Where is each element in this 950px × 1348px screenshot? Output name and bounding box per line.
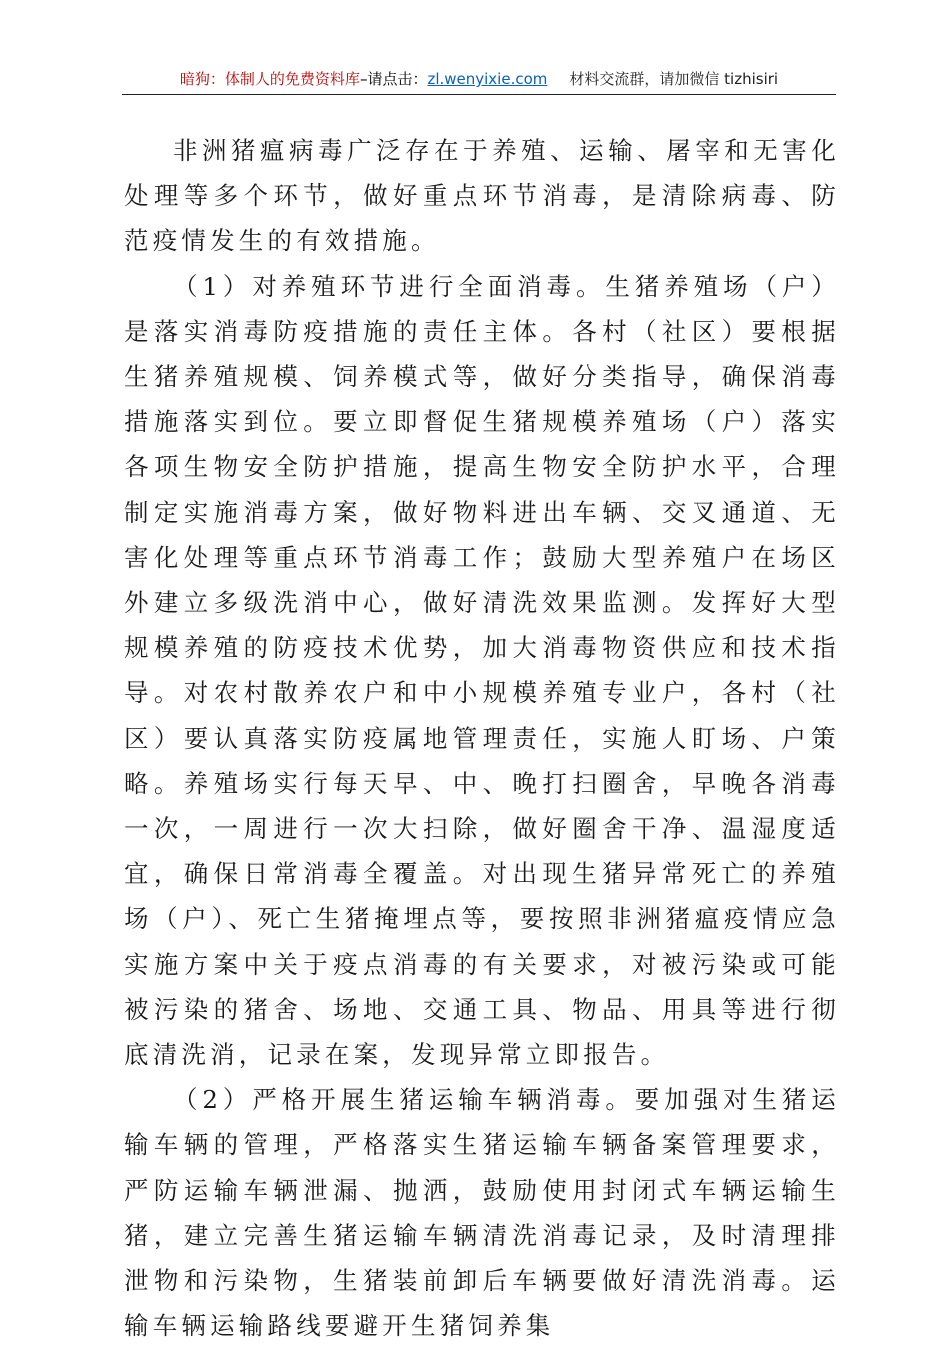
header-brand: 暗狗：体制人的免费资料库 bbox=[179, 70, 360, 88]
paragraph-vehicle-disinfection: （2）严格开展生猪运输车辆消毒。要加强对生猪运输车辆的管理，严格落实生猪运输车辆备案管理要求，严防运输车辆泄漏、抛洒，鼓励使用封闭式车辆运输生猪，建立完善生猪运输车辆清洗消毒记录，及时清理排泄物和污染物，生猪装前卸后车辆要做好清洗消毒。运输车辆运输路线要避开生猪饲养集 bbox=[124, 1085, 840, 1341]
header-prompt: –请点击： bbox=[359, 70, 428, 88]
header-wechat-note: 材料交流群，请加微信 tizhisiri bbox=[569, 70, 779, 88]
paragraph-intro: 非洲猪瘟病毒广泛存在于养殖、运输、屠宰和无害化处理等多个环节，做好重点环节消毒，是清除病毒、防范疫情发生的有效措施。 bbox=[124, 136, 840, 256]
document-body bbox=[124, 128, 840, 1348]
paragraph-farming-disinfection: （1）对养殖环节进行全面消毒。生猪养殖场（户）是落实消毒防疫措施的责任主体。各村（社区）要根据生猪养殖规模、饲养模式等，做好分类指导，确保消毒措施落实到位。要立即督促生猪规模养殖场（户）落实各项生物安全防护措施，提高生物安全防护水平，合理制定实施消毒方案，做好物料进出车辆、交叉通道、无害化处理等重点环节消毒工作；鼓励大型养殖户在场区外建立多级洗消中心，做好清洗效果监测。发挥好大型规模养殖的防疫技术优势，加大消毒物资供应和技术指导。对农村散养农户和中小规模养殖专业户，各村（社区）要认真落实防疫属地管理责任，实施人盯场、户策略。养殖场实行每天早、中、晚打扫圈舍，早晚各消毒一次，一周进行一次大扫除，做好圈舍干净、温湿度适宜，确保日常消毒全覆盖。对出现生猪异常死亡的养殖场（户）、死亡生猪掩埋点等，要按照非洲猪瘟疫情应急实施方案中关于疫点消毒的有关要求，对被污染或可能被污染的猪舍、场地、交通工具、物品、用具等进行彻底清洗消，记录在案，发现异常立即报告。 bbox=[124, 271, 840, 1070]
page-header bbox=[122, 66, 836, 95]
header-link[interactable]: zl.wenyixie.com bbox=[427, 70, 548, 88]
